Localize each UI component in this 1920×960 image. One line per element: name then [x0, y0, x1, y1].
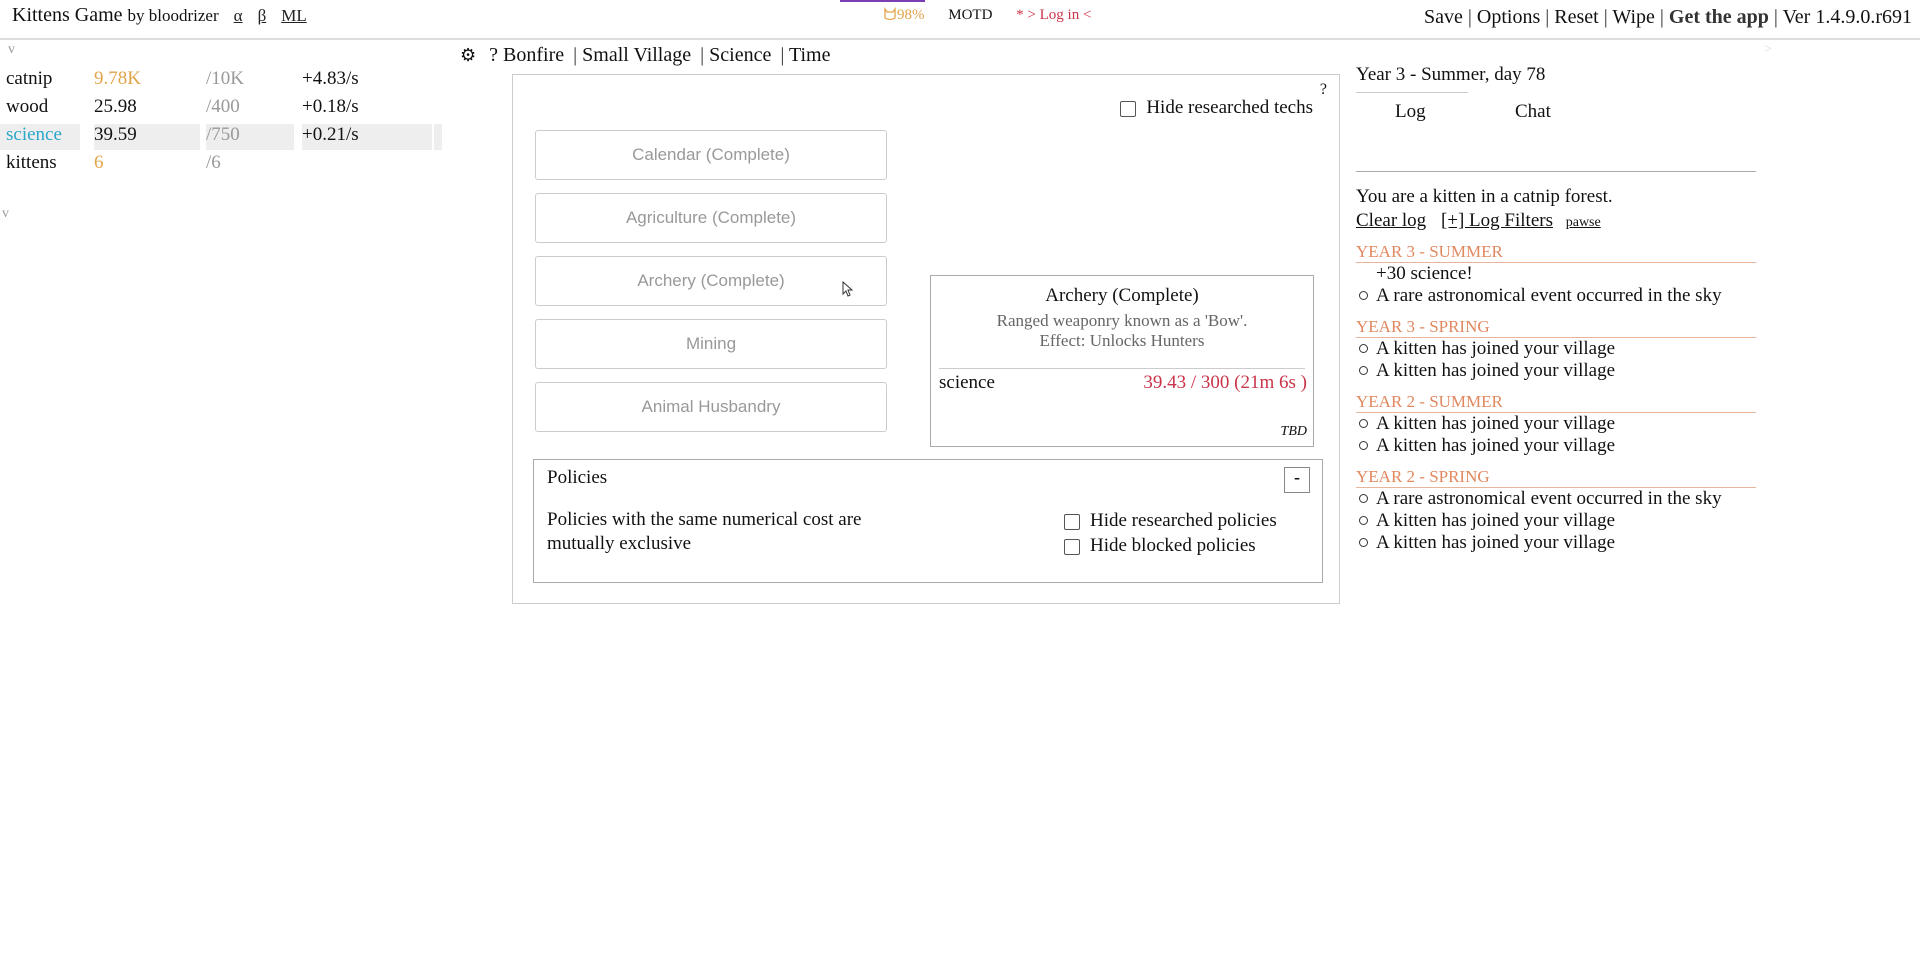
log-entry: +30 science!: [1376, 263, 1473, 284]
version-label: Ver 1.4.9.0.r691: [1782, 6, 1912, 28]
tooltip-cost-name: science: [939, 372, 995, 393]
policies-description: Policies with the same numerical cost are mutually exclusive: [547, 509, 862, 554]
bullet-icon: [1359, 291, 1368, 300]
resource-value: 9.78K: [94, 68, 141, 89]
resource-row-science[interactable]: [6, 124, 446, 152]
bullet-icon: [1359, 419, 1368, 428]
log-entry: [1356, 285, 1756, 307]
log-entry-text: A rare astronomical event occurred in the sky: [1376, 285, 1722, 306]
tab-bonfire[interactable]: Bonfire: [503, 44, 565, 66]
tech-tooltip: [930, 275, 1314, 447]
log-entry-text: A kitten has joined your village: [1376, 413, 1616, 434]
wipe-link[interactable]: Wipe: [1612, 6, 1655, 28]
collapse-toggle-bottom[interactable]: v: [2, 206, 9, 221]
calendar-date: Year 3 - Summer, day 78: [1356, 64, 1546, 85]
resource-name: science: [6, 124, 62, 145]
ml-link[interactable]: ML: [281, 6, 307, 25]
happiness-indicator: [883, 7, 928, 23]
top-bar: [0, 0, 1920, 40]
tech-button-agriculture[interactable]: Agriculture (Complete): [535, 193, 887, 243]
bullet-icon: [1359, 516, 1368, 525]
log-section: [1356, 317, 1756, 382]
log-controls: [1356, 210, 1756, 232]
resource-value: 6: [94, 152, 104, 173]
log-entry-text: A kitten has joined your village: [1376, 510, 1616, 531]
tooltip-cost-value: 39.43 / 300 (21m 6s ): [1143, 372, 1307, 393]
resource-value: 39.59: [94, 124, 137, 145]
log-section-header: YEAR 2 - SPRING: [1356, 467, 1756, 488]
save-link[interactable]: Save: [1424, 6, 1463, 28]
log-section: [1356, 467, 1756, 554]
tab-time[interactable]: Time: [788, 44, 831, 66]
options-link[interactable]: Options: [1476, 6, 1541, 28]
resource-value: 25.98: [94, 96, 137, 117]
policies-panel: [533, 459, 1323, 583]
log-divider: [1356, 171, 1756, 172]
tech-button-calendar[interactable]: Calendar (Complete): [535, 130, 887, 180]
tab-small-village[interactable]: Small Village: [582, 44, 692, 66]
log-entry: [1356, 532, 1756, 554]
resource-rate: +0.21/s: [302, 124, 359, 145]
science-help-icon[interactable]: ?: [1319, 81, 1327, 98]
log-section: [1356, 392, 1756, 457]
bullet-icon: [1359, 538, 1368, 547]
tech-button-animal-husbandry[interactable]: Animal Husbandry: [535, 382, 887, 432]
bullet-icon: [1359, 494, 1368, 503]
log-entry-text: A kitten has joined your village: [1376, 532, 1616, 553]
tech-button-archery[interactable]: Archery (Complete): [535, 256, 887, 306]
game-title: [12, 4, 307, 27]
policies-collapse-button[interactable]: -: [1284, 467, 1310, 493]
log-chat-tabs: [1356, 95, 1756, 129]
get-app-link[interactable]: Get the app: [1668, 6, 1769, 28]
log-filters-link[interactable]: [+] Log Filters: [1440, 210, 1553, 231]
tooltip-title: Archery (Complete): [1045, 285, 1199, 306]
science-panel: [512, 74, 1340, 604]
row-highlight: [434, 124, 442, 150]
hide-researched-policies-toggle[interactable]: [1064, 510, 1277, 532]
top-menu: Save | Options | Reset | Wipe | Get the app | Ver 1.4.9.0.r691: [1424, 6, 1912, 28]
checkbox-icon[interactable]: [1064, 514, 1080, 530]
tooltip-description: Ranged weaponry known as a 'Bow'.: [996, 311, 1248, 330]
resource-name: wood: [6, 96, 49, 117]
top-accent-line: [840, 0, 925, 2]
clear-log-link[interactable]: Clear log: [1356, 210, 1427, 231]
help-icon[interactable]: ?: [489, 44, 499, 66]
log-entry-text: A rare astronomical event occurred in the sky: [1376, 488, 1722, 509]
collapse-toggle-top[interactable]: v: [8, 42, 15, 57]
tooltip-footer: TBD: [1280, 424, 1307, 439]
resource-table: [6, 68, 446, 180]
log-entry: [1356, 488, 1756, 510]
reset-link[interactable]: Reset: [1554, 6, 1599, 28]
main-tabs: ⚙ ? Bonfire | Small Village | Science | Time: [460, 44, 831, 66]
resource-max: /750: [206, 124, 240, 145]
log-entry-text: A kitten has joined your village: [1376, 435, 1616, 456]
log-section: [1356, 242, 1756, 307]
right-collapse-toggle[interactable]: >: [1764, 42, 1772, 57]
log-entry-text: A kitten has joined your village: [1376, 360, 1616, 381]
log-section-header: YEAR 3 - SUMMER: [1356, 242, 1756, 263]
happiness-value: 98%: [897, 7, 925, 23]
resource-max: /400: [206, 96, 240, 117]
tooltip-effect: Effect: Unlocks Hunters: [1039, 331, 1205, 350]
log-intro: You are a kitten in a catnip forest.: [1356, 186, 1613, 207]
resource-row-catnip[interactable]: [6, 68, 446, 96]
hide-blocked-policies-label: Hide blocked policies: [1090, 535, 1256, 556]
gear-icon[interactable]: ⚙: [460, 45, 477, 65]
policies-title: Policies: [547, 467, 608, 488]
log-entry: [1356, 413, 1756, 435]
alpha-link[interactable]: α: [233, 6, 243, 25]
tech-button-mining[interactable]: Mining: [535, 319, 887, 369]
log-entry: [1356, 360, 1756, 382]
hide-researched-policies-label: Hide researched policies: [1090, 510, 1277, 531]
date-underline: [1356, 92, 1468, 93]
hide-researched-techs-toggle[interactable]: [1120, 97, 1313, 119]
author-credit: by bloodrizer: [127, 6, 219, 25]
bullet-icon: [1359, 344, 1368, 353]
log-entry-text: A kitten has joined your village: [1376, 338, 1616, 359]
bullet-icon: [1359, 366, 1368, 375]
status-center: [883, 7, 1091, 24]
resource-row-kittens[interactable]: [6, 152, 446, 180]
right-column: [1356, 64, 1756, 554]
motd-link[interactable]: MOTD: [948, 7, 993, 23]
pawse-link[interactable]: pawse: [1565, 215, 1601, 230]
log-section-header: YEAR 2 - SUMMER: [1356, 392, 1756, 413]
resource-rate: +0.18/s: [302, 96, 359, 117]
resource-rate: +4.83/s: [302, 68, 359, 89]
checkbox-icon[interactable]: [1120, 101, 1136, 117]
resource-name: catnip: [6, 68, 53, 89]
game-name: Kittens Game: [12, 4, 123, 26]
resource-row-wood[interactable]: [6, 96, 446, 124]
tab-log[interactable]: Log: [1395, 101, 1426, 122]
tooltip-divider: [939, 368, 1305, 369]
hide-blocked-policies-toggle[interactable]: [1064, 535, 1256, 557]
checkbox-icon[interactable]: [1064, 539, 1080, 555]
bullet-icon: [1359, 441, 1368, 450]
tab-science[interactable]: Science: [709, 44, 772, 66]
log-section-header: YEAR 3 - SPRING: [1356, 317, 1756, 338]
log-entry: [1356, 435, 1756, 457]
hide-researched-techs-label: Hide researched techs: [1146, 97, 1313, 118]
log-entry: [1356, 510, 1756, 532]
beta-link[interactable]: β: [257, 6, 267, 25]
mouse-cursor-icon: [842, 281, 854, 297]
happiness-icon: [883, 7, 897, 21]
resource-max: /6: [206, 152, 221, 173]
tab-chat[interactable]: Chat: [1515, 101, 1551, 122]
resource-name: kittens: [6, 152, 57, 173]
login-link[interactable]: * > Log in <: [1016, 7, 1092, 23]
resource-max: /10K: [206, 68, 244, 89]
log-entry: [1356, 338, 1756, 360]
